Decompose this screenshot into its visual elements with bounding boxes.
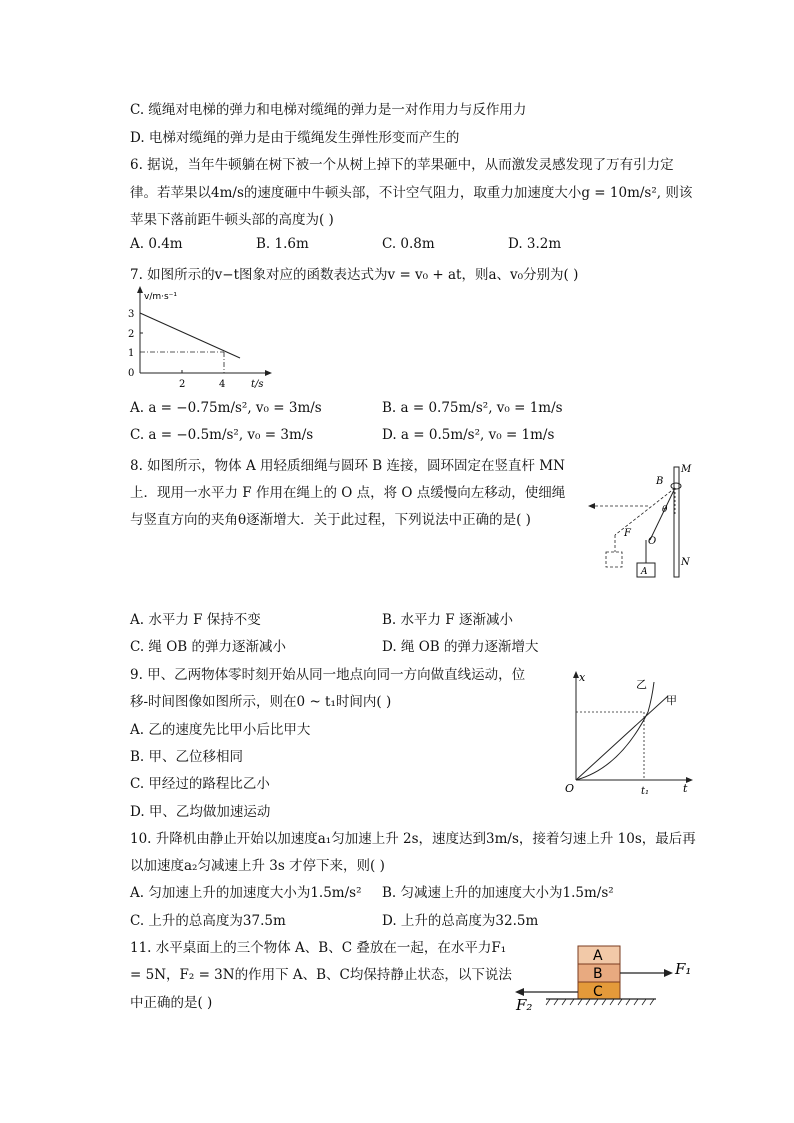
q8-label-n: N (681, 557, 690, 568)
q10-option-a: A. 匀加速上升的加速度大小为1.5m/s² (130, 885, 362, 901)
q9-t1-label: t₁ (641, 786, 650, 797)
q7-y-tick-1: 1 (128, 348, 135, 359)
q9-option-c: C. 甲经过的路程比乙小 (130, 776, 270, 792)
q11-force-f2-arrowhead (515, 988, 524, 996)
q7-stem: 7. 如图所示的v−t图象对应的函数表达式为v = v₀ + at，则a、v₀分别为( ) (130, 267, 579, 283)
q9-label-jia: 甲 (666, 694, 677, 707)
q7-vt-graph (120, 285, 280, 395)
q8-label-f: F (624, 528, 631, 539)
q7-option-a: A. a = −0.75m/s², v₀ = 3m/s (130, 400, 322, 416)
q7-t-axis-label: t/s (251, 379, 264, 390)
q6-option-a: A. 0.4m (130, 236, 183, 252)
q6-option-c: C. 0.8m (382, 236, 435, 252)
q7-t-axis-arrow (265, 370, 272, 376)
q7-option-c: C. a = −0.5m/s², v₀ = 3m/s (130, 427, 314, 443)
q5-option-d: D. 电梯对缆绳的弹力是由于缆绳发生弹性形变而产生的 (130, 130, 460, 146)
q10-stem-line2: 以加速度a₂匀减速上升 3s 才停下来，则( ) (130, 858, 385, 874)
q8-option-c: C. 绳 OB 的弹力逐渐减小 (130, 639, 287, 655)
q7-option-b: B. a = 0.75m/s², v₀ = 1m/s (382, 400, 563, 416)
q8-block-new-position (606, 552, 622, 567)
q7-y-tick-3: 3 (128, 309, 135, 320)
q6-stem-line1: 6. 据说，当年牛顿躺在树下被一个从树上掉下的苹果砸中，从而激发灵感发现了万有引力定 (130, 157, 674, 173)
q9-option-b: B. 甲、乙位移相同 (130, 749, 244, 765)
q9-origin-label: O (565, 782, 575, 795)
q7-y-tick-2: 2 (128, 329, 135, 340)
q6-stem-line3: 苹果下落前距牛顿头部的高度为( ) (130, 212, 334, 228)
q9-label-yi: 乙 (636, 678, 647, 691)
q8-label-a: A (641, 567, 648, 577)
q7-vt-line (140, 313, 240, 358)
q8-rope-figure (580, 455, 700, 585)
q8-option-b: B. 水平力 F 逐渐减小 (382, 612, 513, 628)
q10-stem-line1: 10. 升降机由静止开始以加速度a₁匀加速上升 2s，速度达到3m/s，接着匀速上升 10s，最后再 (130, 831, 696, 847)
q9-curve-yi (576, 682, 654, 780)
q7-y-tick-0: 0 (128, 368, 135, 379)
q8-label-o: O (648, 536, 657, 547)
q9-option-a: A. 乙的速度先比甲小后比甲大 (130, 722, 311, 738)
q8-label-b: B (656, 476, 664, 487)
q11-label-f1: F₁ (675, 960, 692, 978)
q11-stacked-blocks-figure (512, 940, 702, 1018)
q9-stem-line2: 移-时间图像如图所示，则在0 ~ t₁时间内( ) (130, 694, 392, 710)
q9-option-d: D. 甲、乙均做加速运动 (130, 804, 271, 820)
q11-label-c: C (593, 984, 603, 1000)
q7-x-tick-2: 2 (179, 379, 186, 390)
q11-force-f1-arrowhead (664, 969, 673, 977)
q8-stem-line1: 8. 如图所示，物体 A 用轻质细绳与圆环 B 连接，圆环固定在竖直杆 MN (130, 458, 565, 474)
q5-option-c: C. 缆绳对电梯的弹力和电梯对缆绳的弹力是一对作用力与反作用力 (130, 102, 527, 118)
q11-stem-line3: 中正确的是( ) (130, 995, 213, 1011)
q9-line-jia (576, 696, 668, 780)
q11-stem-line2: = 5N，F₂ = 3N的作用下 A、B、C均保持静止状态，以下说法 (130, 967, 512, 983)
q11-stem-line1: 11. 水平桌面上的三个物体 A、B、C 叠放在一起，在水平力F₁ (130, 940, 507, 956)
q7-x-tick-4: 4 (219, 379, 226, 390)
q8-option-a: A. 水平力 F 保持不变 (130, 612, 261, 628)
q8-stem-line2: 上．现用一水平力 F 作用在绳上的 O 点，将 O 点缓慢向左移动，使细绳 (130, 485, 566, 501)
q10-option-c: C. 上升的总高度为37.5m (130, 913, 286, 929)
q11-label-f2: F₂ (516, 996, 533, 1014)
q9-xt-graph (560, 668, 700, 798)
q10-option-b: B. 匀减速上升的加速度大小为1.5m/s² (382, 885, 614, 901)
q6-option-d: D. 3.2m (508, 236, 562, 252)
q11-label-a: A (593, 948, 603, 964)
q9-stem-line1: 9. 甲、乙两物体零时刻开始从同一地点向同一方向做直线运动，位 (130, 667, 526, 683)
q11-label-b: B (593, 966, 603, 982)
q7-option-d: D. a = 0.5m/s², v₀ = 1m/s (382, 427, 555, 443)
q6-option-b: B. 1.6m (256, 236, 309, 252)
q10-option-d: D. 上升的总高度为32.5m (382, 913, 539, 929)
q7-v-axis-arrow (137, 286, 143, 293)
q6-stem-line2: 律。若苹果以4m/s的速度砸中牛顿头部，不计空气阻力，取重力加速度大小g = 10m/s², 则该 (130, 185, 693, 201)
q8-force-f-arrowhead (588, 503, 595, 509)
q8-label-theta: θ (662, 505, 668, 515)
q7-v-axis-label: v/m·s⁻¹ (144, 292, 178, 302)
q9-x-axis-label: x (579, 671, 586, 684)
q8-stem-line3: 与竖直方向的夹角θ逐渐增大．关于此过程，下列说法中正确的是( ) (130, 512, 531, 528)
q8-label-m: M (681, 464, 692, 475)
q8-option-d: D. 绳 OB 的弹力逐渐增大 (382, 639, 539, 655)
q9-t-axis-label: t (683, 782, 688, 795)
